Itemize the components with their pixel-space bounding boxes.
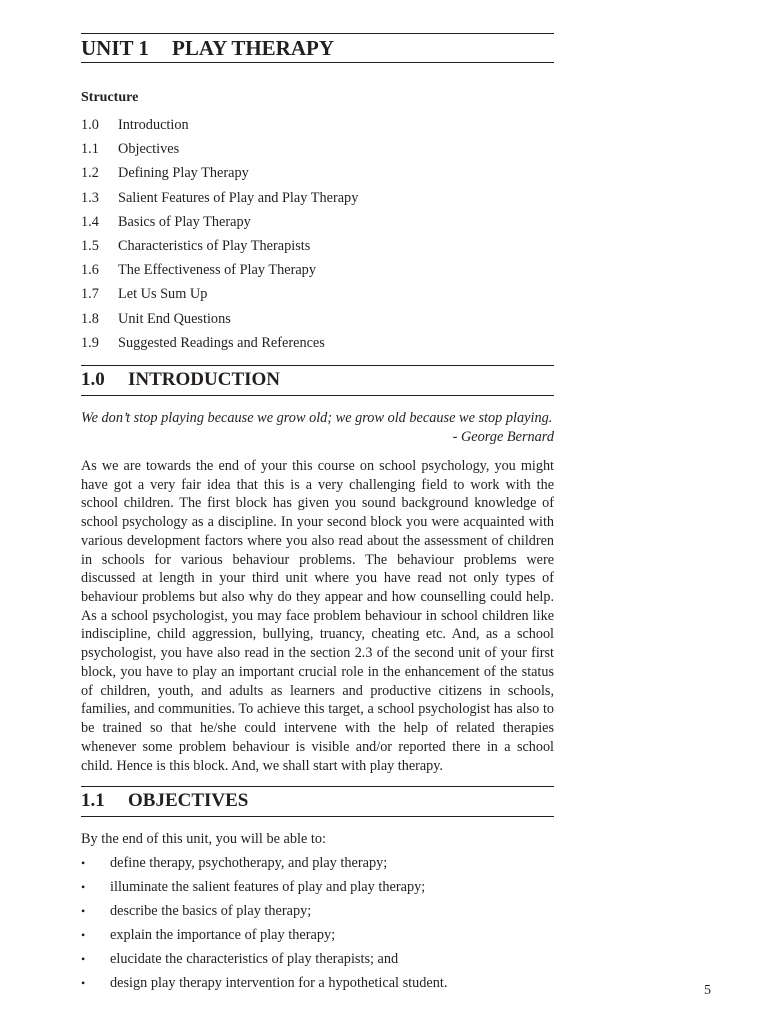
structure-item [81,140,554,164]
structure-item-number: 1.1 [81,141,99,158]
objectives-list [81,854,554,998]
objective-item [81,950,554,974]
structure-item-number: 1.4 [81,213,99,230]
unit-name: PLAY THERAPY [172,36,335,60]
epigraph-text: We don’t stop playing because we grow old; we grow old because we stop playing. [81,410,553,426]
bullet-icon: • [81,928,86,942]
structure-item [81,334,554,358]
structure-heading: Structure [81,90,139,105]
structure-item-number: 1.7 [81,286,99,303]
structure-item [81,237,554,261]
structure-item-label: Salient Features of Play and Play Therapy [118,189,359,206]
section-number: 1.0 [81,369,105,390]
epigraph-author: - George Bernard [452,428,554,445]
structure-item-label: Characteristics of Play Therapists [118,237,311,254]
structure-item-number: 1.5 [81,237,99,254]
bullet-icon: • [81,952,86,966]
structure-item-number: 1.2 [81,165,99,182]
structure-item-label: The Effectiveness of Play Therapy [118,262,316,279]
structure-list [81,116,554,358]
objective-item [81,926,554,950]
objective-text: illuminate the salient features of play and play therapy; [110,879,426,895]
objective-text: elucidate the characteristics of play therapists; and [110,951,399,967]
structure-item [81,189,554,213]
objective-text: define therapy, psychotherapy, and play therapy; [110,855,388,871]
structure-item [81,116,554,140]
structure-item-number: 1.6 [81,262,99,279]
objective-text: describe the basics of play therapy; [110,903,312,919]
structure-item-number: 1.0 [81,117,99,133]
structure-item-number: 1.9 [81,334,99,351]
structure-item [81,285,554,309]
bullet-icon: • [81,904,86,918]
structure-item-label: Defining Play Therapy [118,165,249,182]
objective-item [81,902,554,926]
structure-item-label: Unit End Questions [118,310,231,327]
objectives-intro: By the end of this unit, you will be able to: [81,831,327,847]
objective-item [81,854,554,878]
structure-item-label: Introduction [118,117,189,133]
bullet-icon: • [81,880,86,894]
structure-item-label: Let Us Sum Up [118,286,208,303]
objective-item [81,878,554,902]
objective-text: design play therapy intervention for a hypothetical student. [110,975,448,991]
section-title: INTRODUCTION [128,369,281,390]
structure-item-number: 1.3 [81,189,99,206]
structure-item-label: Objectives [118,141,180,158]
section-title: OBJECTIVES [128,790,249,811]
epigraph [81,409,554,446]
structure-item-label: Basics of Play Therapy [118,213,251,230]
objective-item [81,974,554,998]
structure-item [81,164,554,188]
introduction-heading [81,365,554,396]
bullet-icon: • [81,976,86,990]
structure-item [81,261,554,285]
unit-label: UNIT 1 [81,36,149,60]
unit-title [81,33,554,63]
structure-item-number: 1.8 [81,310,99,327]
objective-text: explain the importance of play therapy; [110,927,336,943]
section-number: 1.1 [81,790,105,811]
bullet-icon: • [81,856,86,870]
page-number: 5 [704,983,711,998]
structure-item-label: Suggested Readings and References [118,334,325,351]
structure-item [81,213,554,237]
objectives-heading [81,786,554,817]
structure-item [81,310,554,334]
introduction-paragraph: As we are towards the end of your this course on school psychology, you might have got a very fair idea that this is a very challenging field to work with the school children. The first block has given you sound background knowledge of school psychology as a discipline. In your second block you were acquainted with various development factors where you also read about the assessment of children in schools for various behaviour problems. The behaviour problems were discussed at length in your third unit where you have read not only types of behaviour problems but also why do they appear and how counselling could help. As a school psychologist, you may face problem behaviour in school children like indiscipline, child aggression, bullying, truancy, cheating etc. And, as a school psychologist, you have also read in the section 2.3 of the second unit of your first block, you have to play an important crucial role in the enhancement of the status of children, youth, and adults as learners and productive citizens in schools, families, and communities. To achieve this target, a school psychologist has also to be trained so that he/she could intervene with the help of related therapies whenever some problem behaviour is visible and/or reported there in a school child. Hence is this block. And, we shall start with play therapy. [81,458,554,774]
